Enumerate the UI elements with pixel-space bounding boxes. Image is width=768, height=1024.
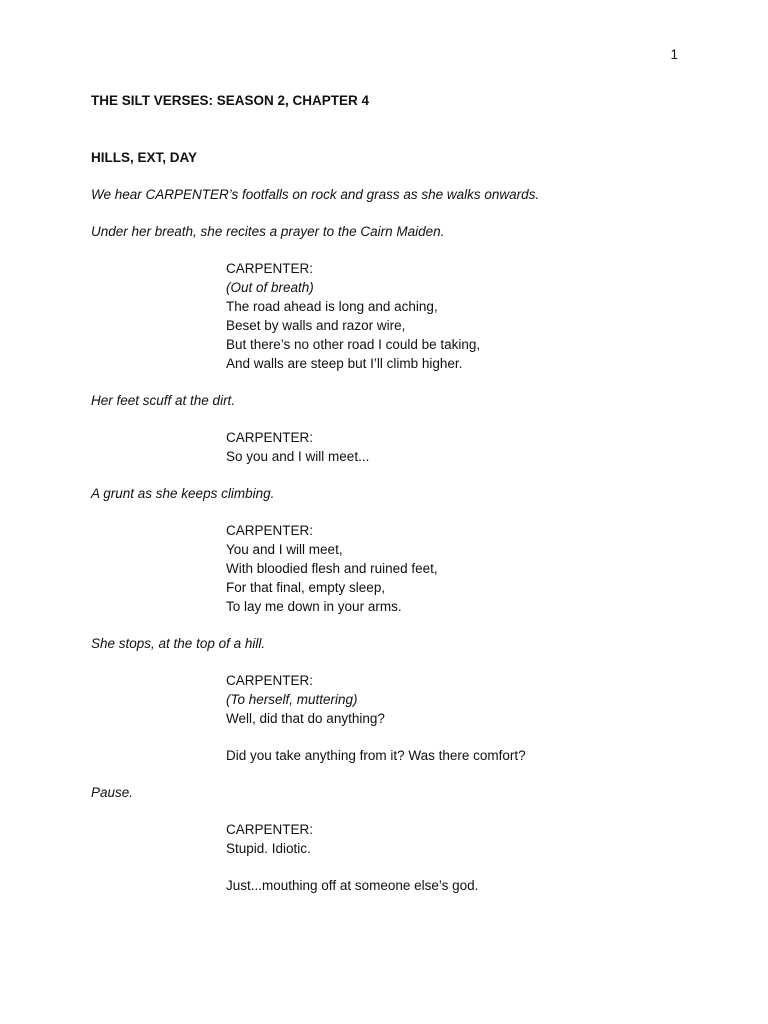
dialogue-line: Beset by walls and razor wire, — [226, 318, 406, 333]
character-name: CARPENTER: — [226, 430, 314, 445]
dialogue-block — [91, 671, 691, 765]
character-name: CARPENTER: — [226, 673, 314, 688]
dialogue-line: You and I will meet, — [226, 542, 343, 557]
dialogue-line: So you and I will meet... — [226, 449, 370, 464]
character-name: CARPENTER: — [226, 523, 314, 538]
action-line: We hear CARPENTER’s footfalls on rock and grass as she walks onwards. — [91, 187, 540, 202]
character-name: CARPENTER: — [226, 261, 314, 276]
scene-heading: HILLS, EXT, DAY — [91, 150, 198, 165]
dialogue-line: Just...mouthing off at someone else’s god. — [226, 878, 479, 893]
dialogue-block — [91, 428, 691, 466]
script-body — [91, 91, 691, 895]
action-line: Pause. — [91, 785, 134, 800]
dialogue-line: For that final, empty sleep, — [226, 580, 386, 595]
dialogue-line: To lay me down in your arms. — [226, 599, 402, 614]
action-line: She stops, at the top of a hill. — [91, 636, 266, 651]
parenthetical: (Out of breath) — [226, 280, 314, 295]
action-line: Under her breath, she recites a prayer to the Cairn Maiden. — [91, 224, 445, 239]
dialogue-line: Stupid. Idiotic. — [226, 841, 311, 856]
dialogue-line: Did you take anything from it? Was there comfort? — [226, 748, 526, 763]
action-line: Her feet scuff at the dirt. — [91, 393, 236, 408]
page-number: 1 — [670, 47, 678, 62]
script-title: THE SILT VERSES: SEASON 2, CHAPTER 4 — [91, 93, 370, 108]
dialogue-block — [91, 259, 691, 373]
dialogue-block — [91, 820, 691, 895]
dialogue-line: With bloodied flesh and ruined feet, — [226, 561, 438, 576]
action-line: A grunt as she keeps climbing. — [91, 486, 275, 501]
dialogue-line: And walls are steep but I’ll climb higher. — [226, 356, 463, 371]
character-name: CARPENTER: — [226, 822, 314, 837]
parenthetical: (To herself, muttering) — [226, 692, 358, 707]
dialogue-line: But there’s no other road I could be taking, — [226, 337, 481, 352]
dialogue-line: The road ahead is long and aching, — [226, 299, 438, 314]
dialogue-line: Well, did that do anything? — [226, 711, 385, 726]
dialogue-block — [91, 521, 691, 616]
